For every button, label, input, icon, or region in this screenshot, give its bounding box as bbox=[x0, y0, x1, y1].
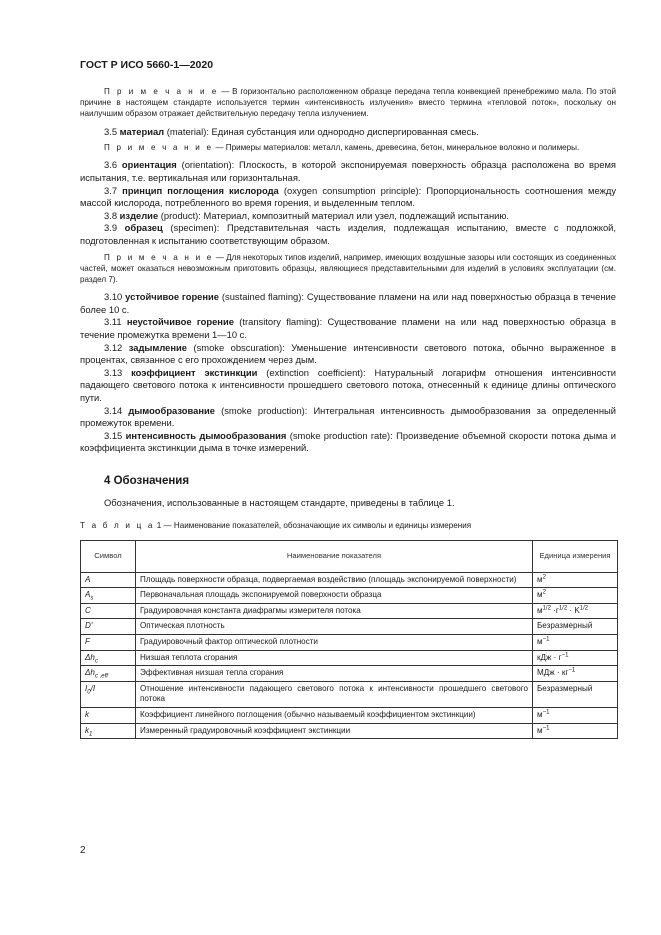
unit-cell bbox=[533, 681, 618, 707]
unit-exponent: −1 bbox=[542, 636, 550, 643]
table-row bbox=[81, 572, 618, 588]
term-number: 3.15 bbox=[104, 429, 126, 441]
term-number: 3.5 bbox=[104, 125, 120, 137]
term-definition: (smoke production rate): Произведение объемной скорости потока дыма и коэффициента экстинкции дыма в точке измерений. bbox=[80, 429, 616, 454]
unit-part: м bbox=[537, 605, 543, 615]
section-title: 4 Обозначения bbox=[104, 474, 190, 487]
symbol-cell bbox=[81, 650, 136, 666]
term-definition: (sustained flaming): Существование пламени на или над поверхностью образца в течение более 10 с. bbox=[80, 291, 616, 315]
term-number: 3.6 bbox=[104, 159, 122, 171]
header-unit: Единица измерения bbox=[533, 540, 618, 572]
name-cell: Измеренный градуировочный коэффициент экстинкции bbox=[136, 723, 533, 739]
symbol-main: C bbox=[85, 605, 91, 615]
term-3-8 bbox=[80, 210, 616, 223]
symbol-main: k bbox=[85, 725, 90, 735]
symbol-subscript: 1 bbox=[89, 731, 93, 738]
unit-cell bbox=[533, 723, 618, 739]
name-cell: Градуировочная константа диафрагмы измерителя потока bbox=[136, 603, 533, 619]
term-3-10 bbox=[80, 291, 616, 316]
symbol-main: A bbox=[85, 590, 91, 600]
unit-exponent: 1/2 bbox=[558, 605, 568, 612]
term-number: 3.12 bbox=[104, 341, 129, 353]
unit-exponent: 1/2 bbox=[579, 605, 589, 612]
note-label: П р и м е ч а н и е bbox=[104, 252, 214, 262]
unit-cell bbox=[533, 619, 618, 635]
symbol-main: Δh bbox=[85, 668, 95, 678]
table-row bbox=[81, 723, 618, 739]
symbol-cell bbox=[81, 619, 136, 635]
unit-cell bbox=[533, 708, 618, 724]
term-definition: (smoke production): Интегральная интенсивность дымообразования за определенный промежуток времени. bbox=[80, 404, 616, 429]
document-header: ГОСТ Р ИСО 5660-1—2020 bbox=[80, 59, 214, 71]
term-number: 3.14 bbox=[104, 404, 129, 416]
term-definition: (specimen): Представительная часть изделия, подлежащая испытанию, вместе с подложкой, подготовленная к испытанию соответствующим образом. bbox=[80, 222, 617, 246]
term-3-14 bbox=[80, 405, 616, 430]
unit-cell bbox=[533, 603, 618, 619]
symbol-cell bbox=[81, 603, 136, 619]
unit-exponent: 2 bbox=[542, 573, 546, 580]
unit-cell bbox=[533, 588, 618, 604]
term-3-9 bbox=[80, 222, 616, 247]
term-name: устойчивое горение bbox=[125, 291, 220, 303]
symbol-cell bbox=[81, 572, 136, 588]
term-name: задымление bbox=[128, 341, 188, 353]
unit-exponent: −1 bbox=[561, 651, 569, 658]
note-text: — В горизонтально расположенном образце передача тепла конвекцией пренебрежимо мала. По этой причине в настоящем стандарте используется термин «интенсивность излучения» вместо термина «тепловой поток», поскольку он наилучшим образом отражает действительную передачу тепла излучением. bbox=[80, 87, 616, 119]
table-row bbox=[81, 619, 618, 635]
term-name: образец bbox=[124, 222, 163, 234]
unit-main: м bbox=[537, 574, 543, 584]
table-header-row bbox=[81, 540, 618, 572]
symbol-main: Δh bbox=[85, 652, 95, 662]
term-3-15 bbox=[80, 430, 616, 455]
symbol-cell bbox=[81, 635, 136, 651]
term-number: 3.11 bbox=[104, 316, 127, 328]
unit-main: м bbox=[537, 710, 543, 720]
note-text: — Примеры материалов: металл, камень, древесина, бетон, минеральное волокно и полимеры. bbox=[213, 143, 580, 153]
table-caption-text: 1 — Наименование показателей, обозначающие их символы и единицы измерения bbox=[154, 521, 472, 531]
term-number: 3.9 bbox=[104, 222, 125, 234]
note-label: П р и м е ч а н и е bbox=[104, 143, 214, 153]
note-label: П р и м е ч а н и е bbox=[104, 87, 219, 96]
term-3-5 bbox=[80, 126, 616, 139]
symbol-subscript: s bbox=[90, 595, 94, 602]
unit-part: · K bbox=[567, 605, 580, 615]
unit-exponent: 1/2 bbox=[542, 605, 551, 612]
name-cell: Отношение интенсивности падающего светового потока к интенсивности прошедшего светового потока bbox=[136, 681, 533, 707]
unit-exponent: −1 bbox=[542, 709, 550, 716]
term-name: материал bbox=[119, 125, 165, 137]
term-definition: (product): Материал, композитный материал или узел, подлежащий испытанию. bbox=[158, 209, 510, 221]
term-number: 3.10 bbox=[104, 291, 126, 303]
symbol-main: F bbox=[85, 637, 90, 647]
unit-main: Безразмерный bbox=[537, 683, 593, 693]
table-caption bbox=[80, 520, 616, 533]
table-row bbox=[81, 603, 618, 619]
term-name: неустойчивое горение bbox=[126, 316, 234, 328]
term-definition: (material): Единая субстанция или однородно диспергированная смесь. bbox=[164, 125, 479, 137]
section-intro: Обозначения, использованные в настоящем стандарте, приведены в таблице 1. bbox=[104, 497, 455, 509]
symbols-table bbox=[80, 540, 618, 740]
name-cell: Коэффициент линейного поглощения (обычно называемый коэффициентом экстинкции) bbox=[136, 708, 533, 724]
name-cell: Площадь поверхности образца, подвергаемая воздействию (площадь экспонируемой поверхности) bbox=[136, 572, 533, 588]
symbol-subscript: c bbox=[94, 658, 98, 665]
unit-main: кДж · г bbox=[537, 652, 562, 662]
term-number: 3.8 bbox=[104, 209, 120, 221]
term-definition: (transitory flaming): Существование пламени на или над поверхностью образца в течение промежутка времени 1—10 с. bbox=[80, 316, 616, 340]
term-3-11 bbox=[80, 316, 616, 341]
document-body bbox=[80, 86, 616, 739]
unit-exponent: −1 bbox=[568, 667, 576, 674]
unit-main: МДж · кг bbox=[537, 668, 569, 678]
note-radiation bbox=[80, 86, 616, 120]
term-number: 3.7 bbox=[104, 184, 123, 196]
term-name: коэффициент экстинкции bbox=[131, 366, 258, 378]
header-name: Наименование показателя bbox=[136, 540, 533, 572]
symbol-cell bbox=[81, 723, 136, 739]
symbol-subscript: 0 bbox=[87, 689, 91, 696]
unit-cell bbox=[533, 572, 618, 588]
symbol-cell bbox=[81, 681, 136, 707]
symbol-cell bbox=[81, 588, 136, 604]
term-name: принцип поглощения кислорода bbox=[122, 184, 279, 196]
term-definition: (extinction coefficient): Натуральный логарифм отношения интенсивности падающего светового потока к интенсивности прошедшего светового потока, отнесенный к единице длины оптического пути. bbox=[80, 366, 616, 403]
table-row bbox=[81, 650, 618, 666]
table-row bbox=[81, 708, 618, 724]
term-definition: (oxygen consumption principle): Пропорциональность соотношения между массой кислорода, потребленного во время горения, и выделенным теплом. bbox=[80, 184, 617, 209]
table-row bbox=[81, 666, 618, 682]
note-specimens bbox=[80, 252, 616, 286]
term-3-6 bbox=[80, 159, 616, 184]
name-cell: Оптическая плотность bbox=[136, 619, 533, 635]
unit-part: ·г bbox=[550, 605, 559, 615]
term-name: ориентация bbox=[121, 159, 177, 171]
term-name: дымообразование bbox=[128, 404, 216, 416]
unit-main: м bbox=[537, 590, 543, 600]
symbol-main: I bbox=[85, 683, 88, 693]
note-materials bbox=[80, 142, 616, 153]
table-caption-label: Т а б л и ц а bbox=[80, 521, 155, 531]
term-name: интенсивность дымообразования bbox=[125, 429, 287, 441]
page-number: 2 bbox=[80, 845, 86, 856]
unit-exponent: −1 bbox=[542, 724, 550, 731]
symbol-main: A bbox=[85, 574, 91, 584]
term-3-12 bbox=[80, 342, 616, 367]
unit-cell bbox=[533, 666, 618, 682]
term-definition: (smoke obscuration): Уменьшение интенсивности светового потока, обычно выраженное в процентах, связанное с его прохождением через дым. bbox=[80, 341, 616, 366]
unit-cell bbox=[533, 635, 618, 651]
table-row bbox=[81, 588, 618, 604]
term-3-13 bbox=[80, 367, 616, 405]
symbol-cell bbox=[81, 666, 136, 682]
name-cell: Градуировочный фактор оптической плотности bbox=[136, 635, 533, 651]
symbol-main: k bbox=[85, 710, 90, 720]
symbol-main: D' bbox=[85, 621, 93, 631]
symbol-subscript: c ,eff bbox=[94, 673, 108, 680]
term-3-7 bbox=[80, 185, 616, 210]
symbol-tail: /I bbox=[90, 683, 96, 693]
table-row bbox=[81, 681, 618, 707]
unit-main: м bbox=[537, 637, 543, 647]
name-cell: Эффективная низшая тепла сгорания bbox=[136, 666, 533, 682]
unit-cell bbox=[533, 650, 618, 666]
unit-exponent: 2 bbox=[542, 589, 546, 596]
name-cell: Первоначальная площадь экспонируемой поверхности образца bbox=[136, 588, 533, 604]
header-symbol: Символ bbox=[81, 540, 136, 572]
symbol-cell bbox=[81, 708, 136, 724]
term-definition: (orientation): Плоскость, в которой экспонируемая поверхность образца расположена во время испытания, т.е. вертикальная или горизонтальная. bbox=[80, 159, 616, 183]
note-text: — Для некоторых типов изделий, например, имеющих воздушные зазоры или состоящих из соединенных частей, может оказаться невозможным приготовить образцы, являющиеся представительными для изделий в условиях эксплуатации (см. раздел 7). bbox=[80, 252, 616, 284]
unit-main: Безразмерный bbox=[537, 621, 593, 631]
unit-main: м bbox=[537, 725, 543, 735]
term-name: изделие bbox=[119, 209, 159, 221]
term-number: 3.13 bbox=[104, 366, 132, 378]
table-row bbox=[81, 635, 618, 651]
name-cell: Низшая теплота сгорания bbox=[136, 650, 533, 666]
